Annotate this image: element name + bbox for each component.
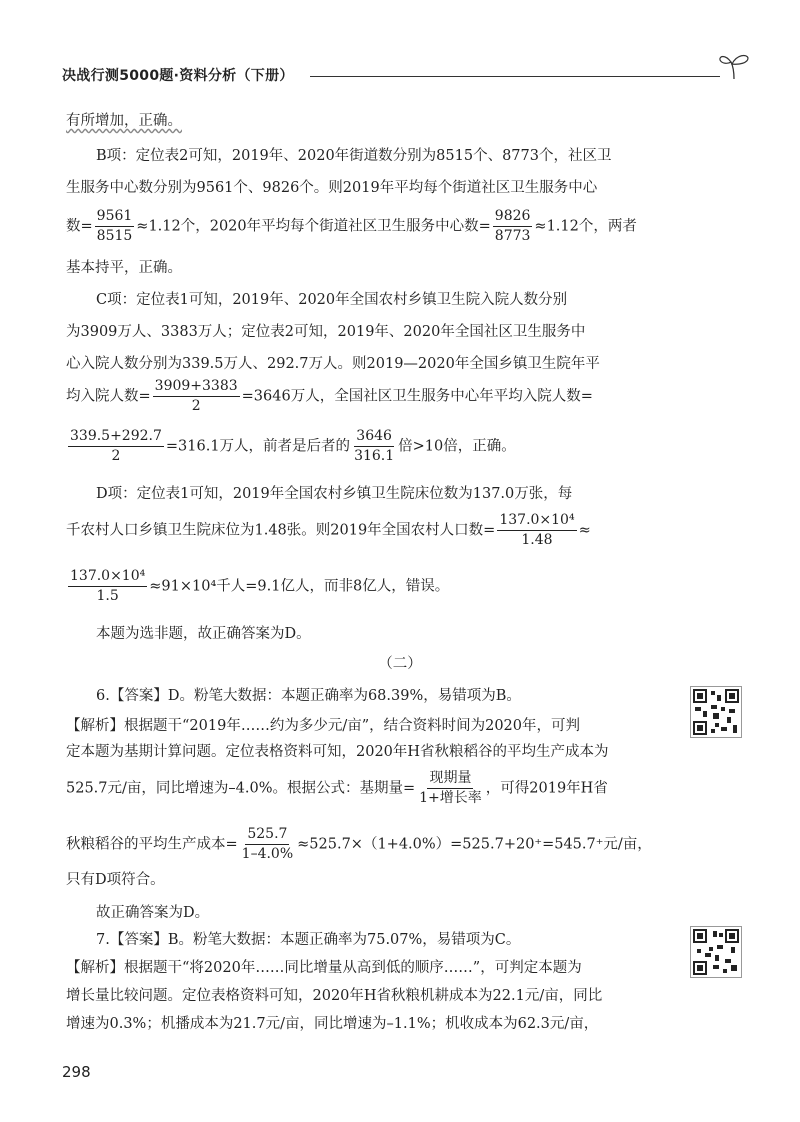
line-text: 均入院人数= <box>66 388 151 405</box>
qr-code-icon <box>690 686 742 738</box>
denominator: 8515 <box>96 228 133 244</box>
text-line: 【解析】根据题干“将2020年……同比增量从高到低的顺序……”，可判定本题为 <box>66 960 582 976</box>
formula-line <box>66 512 591 549</box>
denominator: 8773 <box>494 228 531 244</box>
formula-line <box>66 428 516 465</box>
fraction <box>240 826 295 863</box>
text-line: 定本题为基期计算问题。定位表格资料可知，2020年H省秋粮稻谷的平均生产成本为 <box>66 744 609 760</box>
denominator: 2 <box>111 448 121 464</box>
numerator: 137.0×10⁴ <box>497 512 576 531</box>
fraction <box>493 208 533 245</box>
header-title: 决战行测5000题·资料分析（下册） <box>62 68 294 84</box>
text-line: 故正确答案为D。 <box>96 905 210 921</box>
fraction <box>68 568 147 605</box>
line-text: =316.1万人，前者是后者的 <box>165 438 351 455</box>
fraction <box>352 428 396 465</box>
numerator: 9826 <box>493 208 533 227</box>
line-text: 秋粮稻谷的平均生产成本= <box>66 836 238 853</box>
denominator: 1.48 <box>521 532 553 548</box>
formula-line <box>66 770 608 807</box>
denominator: 316.1 <box>354 448 395 464</box>
line-text: 千农村人口乡镇卫生院床位为1.48张。则2019年全国农村人口数= <box>66 522 496 539</box>
running-header <box>62 64 752 88</box>
text-line: B项：定位表2可知，2019年、2020年街道数分别为8515个、8773个，社区卫 <box>96 148 612 164</box>
header-rule <box>310 76 720 77</box>
numerator: 9561 <box>95 208 135 227</box>
text-line: C项：定位表1可知，2019年、2020年全国农村乡镇卫生院入院人数分别 <box>96 292 568 308</box>
line-text: ≈525.7×（1+4.0%）=525.7+20⁺=545.7⁺元/亩， <box>297 836 652 853</box>
fraction <box>95 208 135 245</box>
text-line: 生服务中心数分别为9561个、9826个。则2019年平均每个街道社区卫生服务中心 <box>66 180 598 196</box>
text-line: 【解析】根据题干“2019年……约为多少元/亩”，结合资料时间为2020年，可判 <box>66 718 581 734</box>
fraction <box>153 378 240 415</box>
fraction <box>497 512 576 549</box>
numerator: 3909+3383 <box>153 378 240 397</box>
text-line: 本题为选非题，故正确答案为D。 <box>96 626 311 642</box>
text-line: 基本持平，正确。 <box>66 260 182 276</box>
line-text: 525.7元/亩，同比增速为–4.0%。根据公式：基期量= <box>66 780 416 797</box>
denominator: 1–4.0% <box>241 846 294 862</box>
sprout-icon <box>717 52 751 80</box>
formula-line <box>66 208 637 245</box>
fraction <box>68 428 164 465</box>
line-text: =3646万人，全国社区卫生服务中心年平均入院人数= <box>241 388 593 405</box>
numerator: 现期量 <box>427 770 473 789</box>
numerator: 137.0×10⁴ <box>68 568 147 587</box>
text-line: 增长量比较问题。定位表格资料可知，2020年H省秋粮机耕成本为22.1元/亩，同比 <box>66 988 603 1004</box>
denominator: 1+增长率 <box>419 790 482 806</box>
qr-code-icon <box>690 926 742 978</box>
line-text: ≈91×10⁴千人=9.1亿人，而非8亿人，错误。 <box>149 578 450 595</box>
text-line: 心入院人数分别为339.5万人、292.7万人。则2019—2020年全国乡镇卫生院年平 <box>66 356 600 372</box>
formula-line <box>66 378 593 415</box>
numerator: 525.7 <box>245 826 289 845</box>
answer-line: 6.【答案】D。粉笔大数据：本题正确率为68.39%，易错项为B。 <box>96 688 521 704</box>
line-text: ，可得2019年H省 <box>485 780 608 797</box>
section-heading: （二） <box>378 656 422 672</box>
text-line: D项：定位表1可知，2019年全国农村乡镇卫生院床位数为137.0万张，每 <box>96 486 573 502</box>
line-text: ≈1.12个，2020年平均每个街道社区卫生服务中心数= <box>136 218 491 235</box>
text-line: 为3909万人、3383万人；定位表2可知，2019年、2020年全国社区卫生服务中 <box>66 324 586 340</box>
answer-line: 7.【答案】B。粉笔大数据：本题正确率为75.07%，易错项为C。 <box>96 932 521 948</box>
text-line <box>66 111 182 131</box>
line-text: ≈1.12个，两者 <box>534 218 637 235</box>
line-0: 有所增加，正确。 <box>66 113 182 129</box>
text-line: 只有D项符合。 <box>66 872 165 888</box>
numerator: 3646 <box>354 428 394 447</box>
formula-line <box>66 568 449 605</box>
numerator: 339.5+292.7 <box>68 428 164 447</box>
denominator: 1.5 <box>96 588 119 604</box>
line-text: 数= <box>66 218 93 235</box>
formula-line <box>66 826 652 863</box>
text-line: 增速为0.3%；机播成本为21.7元/亩，同比增速为–1.1%；机收成本为62.3元/亩， <box>66 1016 599 1032</box>
line-text: ≈ <box>578 522 591 539</box>
page-number: 298 <box>62 1063 91 1081</box>
line-text: 倍>10倍，正确。 <box>398 438 516 455</box>
fraction <box>417 770 484 807</box>
denominator: 2 <box>191 398 201 414</box>
